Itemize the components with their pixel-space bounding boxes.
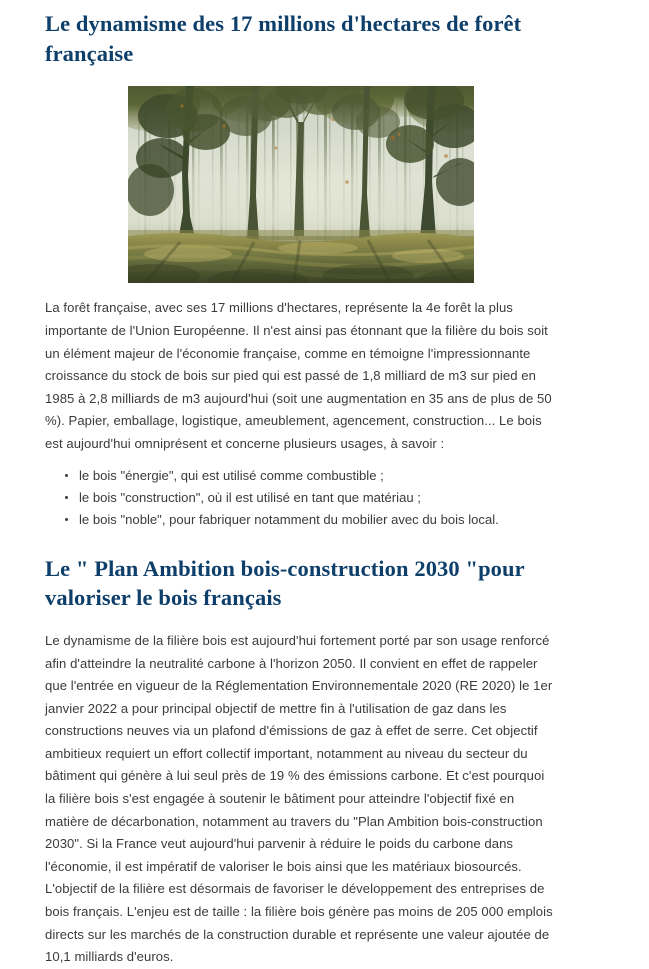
list-item: le bois "énergie", qui est utilisé comme combustible ; <box>71 465 556 487</box>
heading-2-wrapper <box>45 531 556 613</box>
page-title: Le dynamisme des 17 millions d'hectares de forêt française <box>45 11 522 66</box>
heading-1-wrapper <box>45 0 556 68</box>
wood-usage-list <box>45 456 556 531</box>
paragraph-1-wrapper <box>45 283 556 455</box>
intro-paragraph: La forêt française, avec ses 17 millions d'hectares, représente la 4e forêt la plus importante de l'Union Européenne. Il n'est ainsi pas étonnant que la filière du bois soit un élément majeur de l'économie française, comme en témoigne l'impressionnante croissance du stock de bois sur pied qui est passé de 1,8 milliard de m3 sur pied en 1985 à 2,8 milliards de m3 aujourd'hui (soit une augmentation en 35 ans de plus de 50 %). Papier, emballage, logistique, ameublement, agencement, construction... Le bois est aujourd'hui omniprésent et concerne plusieurs usages, à savoir : <box>45 300 552 451</box>
forest-photograph <box>128 86 474 283</box>
forest-figure <box>45 68 556 283</box>
section-title-plan-ambition: Le " Plan Ambition bois-construction 2030 "pour valoriser le bois français <box>45 555 525 611</box>
list-item: le bois "noble", pour fabriquer notamment du mobilier avec du bois local. <box>71 509 556 531</box>
forest-photograph-svg <box>128 86 474 283</box>
list-item: le bois "construction", où il est utilisé en tant que matériau ; <box>71 487 556 509</box>
plan-ambition-paragraph: Le dynamisme de la filière bois est aujourd'hui fortement porté par son usage renforcé afin d'atteindre la neutralité carbone à l'horizon 2050. Il convient en effet de rappeler que l'entrée en vigueur de la Réglementation Environnementale 2020 (RE 2020) le 1er janvier 2022 a pour principal objectif de mettre fin à l'utilisation de gaz dans les constructions neuves via un plafond d'émissions de gaz à effet de serre. Cet objectif ambitieux requiert un effort collectif important, notamment au niveau du secteur du bâtiment qui génère à lui seul près de 19 % des émissions carbone. Et c'est pourquoi la filière bois s'est engagée à soutenir le bâtiment pour atteindre l'objectif fixé en matière de décarbonation, notamment au travers du "Plan Ambition bois-construction 2030". Si la France veut aujourd'hui parvenir à réduire le poids du carbone dans l'économie, il est impératif de valoriser le bois ainsi que les matériaux biosourcés. L'objectif de la filière est désormais de favoriser le développement des entreprises de bois français. L'enjeu est de taille : la filière bois génère pas moins de 205 000 emplois directs sur les marchés de la construction durable et représente une valeur ajoutée de 10,1 milliards d'euros. <box>45 632 553 965</box>
paragraph-2-wrapper <box>45 613 556 969</box>
